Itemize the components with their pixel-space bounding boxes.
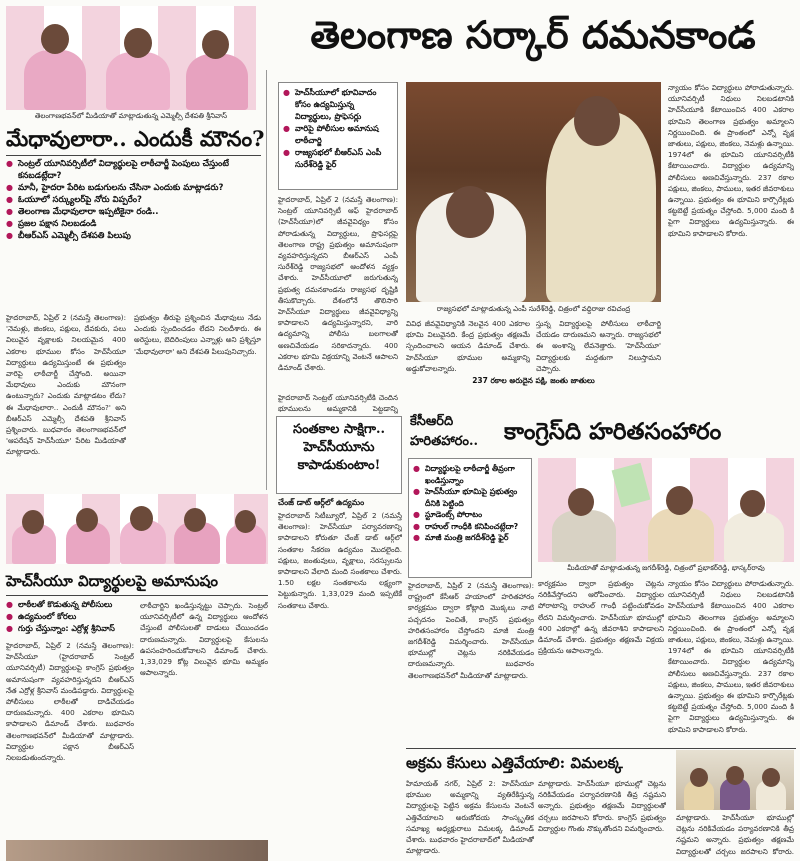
right-body-text-1: హైదరాబాద్, ఏప్రిల్ 2 (నమస్తే తెలంగాణ): రాష్ట్రంలో కేసీఆర్ హయాంలో హరితహారం కార్యక్రమం ద్వారా కోట్లాది మొక్కలు నాటి పచ్చదనం పెంచితే, కాంగ్రెస్ ప్రభుత్వం హరితసంహారం చేస్తోందని మాజీ మంత్రి జగదీశ్‌రెడ్డి విమర్శించారు. హెచ్‌సీయూ భూముల్లో చెట్లను నరికివేయడం దారుణమన్నారు. బుధవారం తెలంగాణభవన్‌లో మీడియాతో మాట్లాడారు. [408, 581, 534, 680]
middle-body-text-2: స్తున్న విద్యార్థులపై పోలీసులు లాఠీచార్జి చేయడం దారుణమని అన్నారు. రాజ్యసభలో ఈ అంశాన్ని లేవనెత్తారు. 'హెచ్‌సీయూ' విద్యార్థులకు మద్దతుగా నిలుస్తామని చెప్పారు. [536, 319, 661, 373]
column-divider [266, 70, 267, 490]
top-left-photo-caption: తెలంగాణభవన్‌లో మీడియాతో మాట్లాడుతున్న ఎమ్మెల్సీ దేశపతి శ్రీనివాస్ [34, 112, 228, 120]
center-bullet-list [283, 87, 393, 171]
left-bullet: ● సెంట్రల్ యూనివర్సిటీలో విద్యార్థులపై లాఠీచార్జీ పెంపులు చేస్తుంటే కనబడట్లేదా? [6, 158, 261, 182]
stat-line: 237 రకాల అరుదైన పక్షి, జంతు జాతులు [472, 376, 595, 385]
center-bullet: ● హెచ్‌సీయూలో భూవివాదం కోసం ఉద్యమిస్తున్న విద్యార్థులు, ప్రొఫెసర్లు [283, 87, 393, 123]
kcr-tag-line-2: హరితహారం.. [410, 434, 479, 449]
signature-subhead: చేంజ్ డాట్ ఆర్గ్‌లో ఉద్యమం [278, 498, 365, 507]
bottom-left-rule [6, 595, 268, 596]
right-photo-caption: మీడియాతో మాట్లాడుతున్న జగదీశ్‌రెడ్డి, చిత్రంలో ప్రభాకర్‌రెడ్డి, భాస్కర్‌రావు [567, 564, 765, 572]
right-bullet: ● రాహుల్ గాంధీకి కనిపించట్లేదా? [413, 521, 527, 533]
document-held [612, 463, 651, 507]
center-bullet: ● వారిపై పోలీసుల అమానుష లాఠీచార్జి [283, 123, 393, 147]
right-photo [538, 458, 794, 562]
signature-body: హైదరాబాద్ సిటీబ్యూరో, ఏప్రిల్ 2 (నమస్తే తెలంగాణ): హెచ్‌సీయూ పర్యావరణాన్ని కాపాడాలని కోరుతూ చేంజ్ డాట్ ఆర్గ్‌లో సంతకాల సేకరణ ఉద్యమం మొదలైంది. పక్షులు, జంతువులు, వృక్షాలు, సరస్సులను కాపాడాలని వేలాది మంది సంతకాలు చేశారు. 1.50 లక్షల సంతకాలను లక్ష్యంగా పెట్టుకున్నారు. 1,33,029 మంది ఇప్పటికే సంతకాలు చేశారు. [278, 511, 402, 610]
center-body-text-2: హైదరాబాద్ సెంట్రల్ యూనివర్సిటీకి చెందిన భూములను అమ్మకానికి పెట్టడాన్ని [278, 393, 398, 414]
top-left-photo [6, 6, 256, 110]
middle-body-text-1: వివిధ జీవవైవిధ్యానికి నెలవైన 400 ఎకరాల భూమి విలువైనది. కేంద్ర ప్రభుత్వం తక్షణమే స్పందించాలని ఆయన డిమాండ్ చేశారు. హెచ్‌సీయూ భూముల అమ్మకాన్ని అడ్డుకోవాలన్నారు. [406, 319, 530, 373]
bottom-left-thumb-photo [6, 840, 268, 861]
bottom-right-rule [406, 748, 796, 749]
right-bullet-box [408, 458, 532, 578]
left-bullet: ● బీఆర్ఎస్ ఎమ్మెల్సీ దేశపతి పిలుపు [6, 230, 261, 242]
right-bullet: ● స్టూడెంట్స్ పోరాటం [413, 509, 527, 521]
kcr-tag [410, 412, 500, 454]
left-body-column-1: హైదరాబాద్, ఏప్రిల్ 2 (నమస్తే తెలంగాణ): 'నెమళ్లు, జింకలు, పక్షులు, దేవకురు, పలు విలువైన వృక్షాలకు నిలయమైన 400 ఎకరాల భూముల కోసం హెచ్‌సీయూ విద్యార్థులు ఉద్యమిస్తుంటే ఈ ప్రభుత్వం వారిపై లాఠీచార్జీ చేస్తోంది. అయినా మేధావులు ఎందుకు మౌనంగా ఉంటున్నారు? ఎందుకు మాట్లాడటం లేదు? ఈ మేధావులారా.. ఎందుకీ మౌనం?' అని బీఆర్ఎస్ ఎమ్మెల్సీ దేశపతి శ్రీనివాస్ ప్రశ్నించారు. బుధవారం తెలంగాణభవన్‌లో 'ఆపరేషన్ హెచ్‌సీయూ' పేరిట మీడియాతో మాట్లాడారు. [6, 313, 126, 457]
left-bullet: ● ఓయూలో సర్క్యులర్‌పై నోరు విప్పరేం? [6, 194, 261, 206]
rajya-sabha-photo [406, 82, 661, 302]
left-headline: మేధావులారా.. ఎందుకీ మౌనం? [6, 126, 265, 151]
right-bullet: ● మాజీ మంత్రి జగదీశ్‌రెడ్డి ఫైర్ [413, 532, 527, 544]
bottom-left-headline: హెచ్‌సీయూ విద్యార్థులపై అమానుషం [6, 572, 218, 590]
right-body-text-3: న్యాయం కోసం విద్యార్థులు పోరాడుతున్నారు. యూనివర్సిటీ నిధులు నిలబడటానికి హెచ్‌సీయూకి కేటాయించిన 400 ఎకరాల భూమిని తెలంగాణ ప్రభుత్వం అమ్మాలని నిర్ణయించింది. ఈ ప్రాంతంలో ఎన్నో వృక్ష జాతులు, పక్షులు, జింకలు, నెమళ్లు ఉన్నాయి. 1974లో ఈ భూమిని యూనివర్సిటీకి కేటాయించారు. విద్యార్థుల ఉద్యమాన్ని పోలీసులు అణచివేస్తున్నారు. 237 రకాల పక్షులు, జింకలు, పాములు, ఇతర జీవరాశులు ఉన్నాయి. ప్రభుత్వం ఈ భూమిని కార్పొరేట్లకు కట్టబెట్టే ప్రయత్నం చేస్తోంది. 5,000 మంది కి పైగా విద్యార్థులు ఉద్యమిస్తున్నారు. ఈ భూమిని కాపాడాలని కోరారు. [668, 579, 794, 734]
main-headline: తెలంగాణ సర్కార్ దమనకాండ [310, 12, 756, 57]
signature-headline-1: సంతకాల సాక్షిగా.. [292, 422, 386, 437]
signature-headline-2: హెచ్‌సీయూను [303, 440, 375, 455]
center-bullet: ● రాజ్యసభలో బీఆర్ఎస్ ఎంపీ సురేశ్‌రెడ్డి ఫైర్ [283, 147, 393, 171]
center-body-text: హైదరాబాద్, ఏప్రిల్ 2 (నమస్తే తెలంగాణ): సెంట్రల్ యూనివర్సిటీ ఆఫ్ హైదరాబాద్ (హెచ్‌సీయూ)లో జీవవైవిధ్యం కోసం పోరాడుతున్న విద్యార్థులు, ప్రొఫెసర్లపై తెలంగాణ రాష్ట్ర ప్రభుత్వం అమానుషంగా వ్యవహరిస్తున్నదని బీఆర్ఎస్ ఎంపీ సురేశ్‌రెడ్డి రాజ్యసభలో ఆందోళన వ్యక్తం చేశారు. హెచ్‌సీయూలో జరుగుతున్న ప్రభుత్వ దమనకాండను రాజ్యసభ దృష్టికి తీసుకొచ్చారు. దేశంలోనే తొలిసారి హెచ్‌సీయూ విద్యార్థులు జీవవైవిధ్యాన్ని కాపాడాలని ఉద్యమిస్తున్నారని, వారి ఉద్యమాన్ని పోలీసు బలగాలతో అణచివేయడం సరికాదన్నారు. 400 ఎకరాల భూమి విక్రయాన్ని వెంటనే ఆపాలని డిమాండ్ చేశారు. [278, 195, 398, 373]
rajya-sabha-photo-caption: రాజ్యసభలో మాట్లాడుతున్న ఎంపీ సురేశ్‌రెడ్డి, చిత్రంలో వద్దిరాజు రవిచంద్ర [436, 305, 631, 313]
left-bullet-list [6, 158, 261, 242]
right-bullet: ● హెచ్‌సీయూ భూమిపై ప్రభుత్వం దీనికి పెట్టింది [413, 486, 527, 509]
right-top-body-text: న్యాయం కోసం విద్యార్థులు పోరాడుతున్నారు. యూనివర్సిటీ నిధులు నిలబడటానికి హెచ్‌సీయూకి కేటాయించిన 400 ఎకరాల భూమిని తెలంగాణ ప్రభుత్వం అమ్మాలని నిర్ణయించింది. ఈ ప్రాంతంలో ఎన్నో వృక్ష జాతులు, పక్షులు, జింకలు, నెమళ్లు ఉన్నాయి. 1974లో ఈ భూమిని యూనివర్సిటీకి కేటాయించారు. విద్యార్థుల ఉద్యమాన్ని పోలీసులు అణచివేస్తున్నారు. 237 రకాల పక్షులు, జింకలు, పాములు, ఇతర జీవరాశులు ఉన్నాయి. ప్రభుత్వం ఈ భూమిని కార్పొరేట్లకు కట్టబెట్టే ప్రయత్నం చేస్తోంది. 5,000 మంది కి పైగా విద్యార్థులు ఉద్యమిస్తున్నారు. ఈ భూమిని కాపాడాలని కోరారు. [668, 83, 794, 238]
right-bullet-list [413, 463, 527, 544]
bottom-right-body-3: మాట్లాడారు. హెచ్‌సీయూ భూముల్లో చెట్లను నరికివేయడం పర్యావరణానికి తీవ్ర నష్టమని అన్నారు. ప్రభుత్వం తక్షణమే విద్యార్థులతో చర్చలు జరపాలని కోరారు. [676, 813, 794, 856]
bottom-right-body-2: మాట్లాడారు. హెచ్‌సీయూ భూముల్లో చెట్లను నరికివేయడం పర్యావరణానికి తీవ్ర నష్టమని అన్నారు. ప్రభుత్వం తక్షణమే విద్యార్థులతో చర్చలు జరపాలని కోరారు. కాంగ్రెస్ ప్రభుత్వం విద్యార్థుల గొంతు నొక్కుతోందని విమర్శించారు. [538, 779, 666, 833]
left-bullet: ● తెలంగాణ మేధావులారా ఇప్పటికైనా రండి.. [6, 206, 261, 218]
bottom-left-bullet: ● గుర్తు చేస్తున్నాం: ఎర్రోళ్ల శ్రీనివాస్ [6, 623, 268, 635]
right-bullet: ● విద్యార్థులపై లాఠీచార్జీ తీవ్రంగా ఖండిస్తున్నాం [413, 463, 527, 486]
bottom-left-photo [6, 494, 268, 564]
bottom-right-headline: అక్రమ కేసులు ఎత్తివేయాలి: విమలక్క [406, 754, 623, 772]
bottom-right-body-1: హిమాయత్ నగర్, ఏప్రిల్ 2: హెచ్‌సీయూ భూముల అమ్మకాన్ని వ్యతిరేకిస్తున్న విద్యార్థులపై పెట్టిన అక్రమ కేసులను వెంటనే ఎత్తివేయాలని అరుణోదయ సాంస్కృతిక సమాఖ్య అధ్యక్షురాలు విమలక్క డిమాండ్ చేశారు. బుధవారం హైదరాబాద్‌లో మీడియాతో మాట్లాడారు. [406, 779, 534, 856]
center-bullet-box [278, 82, 398, 190]
left-bullet: ● ప్రజల పక్షాన నిలబడండి [6, 218, 261, 230]
right-body-text-2: కార్యక్రమం ద్వారా ప్రభుత్వం చెట్లను నరికివేస్తోందని ఆరోపించారు. విద్యార్థుల పోరాటాన్ని రాహుల్ గాంధీ పట్టించుకోవడం లేదని విమర్శించారు. హెచ్‌సీయూ భూముల్లో 400 ఎకరాల్లో ఉన్న జీవరాశిని కాపాడాలని డిమాండ్ చేశారు. ప్రభుత్వం తక్షణమే విక్రయ ప్రక్రియను ఆపాలన్నారు. [538, 579, 664, 656]
bottom-right-photo [676, 750, 794, 810]
mid-headline: కాంగ్రెస్‌ది హరితసంహారం [504, 418, 722, 445]
bottom-left-bullet: ● లాఠీలతో కొడుతున్న పోలీసులు [6, 599, 268, 611]
bottom-left-body-2: లాఠీచార్జిని ఖండిస్తున్నట్టు చెప్పారు. సెంట్రల్ యూనివర్సిటీలో ఉన్న విద్యార్థులు ఆందోళన చేస్తుంటే పోలీసులతో దాడులు చేయించడం దారుణమన్నారు. విద్యార్థులపై కేసులను ఉపసంహరించుకోవాలని డిమాండ్ చేశారు. 1,33,029 కోట్ల విలువైన భూమి అమ్మకం ఆపాలన్నారు. [140, 601, 268, 678]
signature-headline-3: కాపాడుకుంటాం! [297, 458, 381, 473]
left-headline-rule [6, 155, 261, 156]
left-body-column-2b: ప్రభుత్వం తీరుపై ప్రశ్నించిన మేధావులు నేడు ఎందుకు స్పందించడం లేదని నిలదీశారు. ఈ అరెస్టులు, బెదిరింపులు ఎన్నాళ్లు అని ప్రశ్నిస్తూ 'మేధావులారా' అని దేశపతి పిలుపునిచ్చారు. [134, 313, 261, 356]
bottom-left-body-1: హైదరాబాద్, ఏప్రిల్ 2 (నమస్తే తెలంగాణ): హెచ్‌సీయూ (హైదరాబాద్ సెంట్రల్ యూనివర్సిటీ) విద్యార్థులపై కాంగ్రెస్ ప్రభుత్వం అమానుషంగా వ్యవహరిస్తున్నదని బీఆర్ఎస్ నేత ఎర్రోళ్ల శ్రీనివాస్ మండిపడ్డారు. విద్యార్థులపై పోలీసులు లాఠీలతో దాడిచేయడం దారుణమన్నారు. 400 ఎకరాల భూమిని కాపాడాలని డిమాండ్ చేశారు. బుధవారం తెలంగాణభవన్‌లో మీడియాతో మాట్లాడారు. విద్యార్థుల పక్షాన బీఆర్ఎస్ నిలబడుతుందన్నారు. [6, 641, 134, 763]
left-bullet: ● మానీ, హైదరా పేరిట బడుగులను చేసినా ఎందుకు మాట్లాడరు? [6, 182, 261, 194]
bottom-left-bullet: ● ఉద్యమంలో కోరలు [6, 611, 268, 623]
signature-box [276, 416, 402, 494]
kcr-tag-line-1: కేసీఆర్‌ది [410, 414, 454, 429]
